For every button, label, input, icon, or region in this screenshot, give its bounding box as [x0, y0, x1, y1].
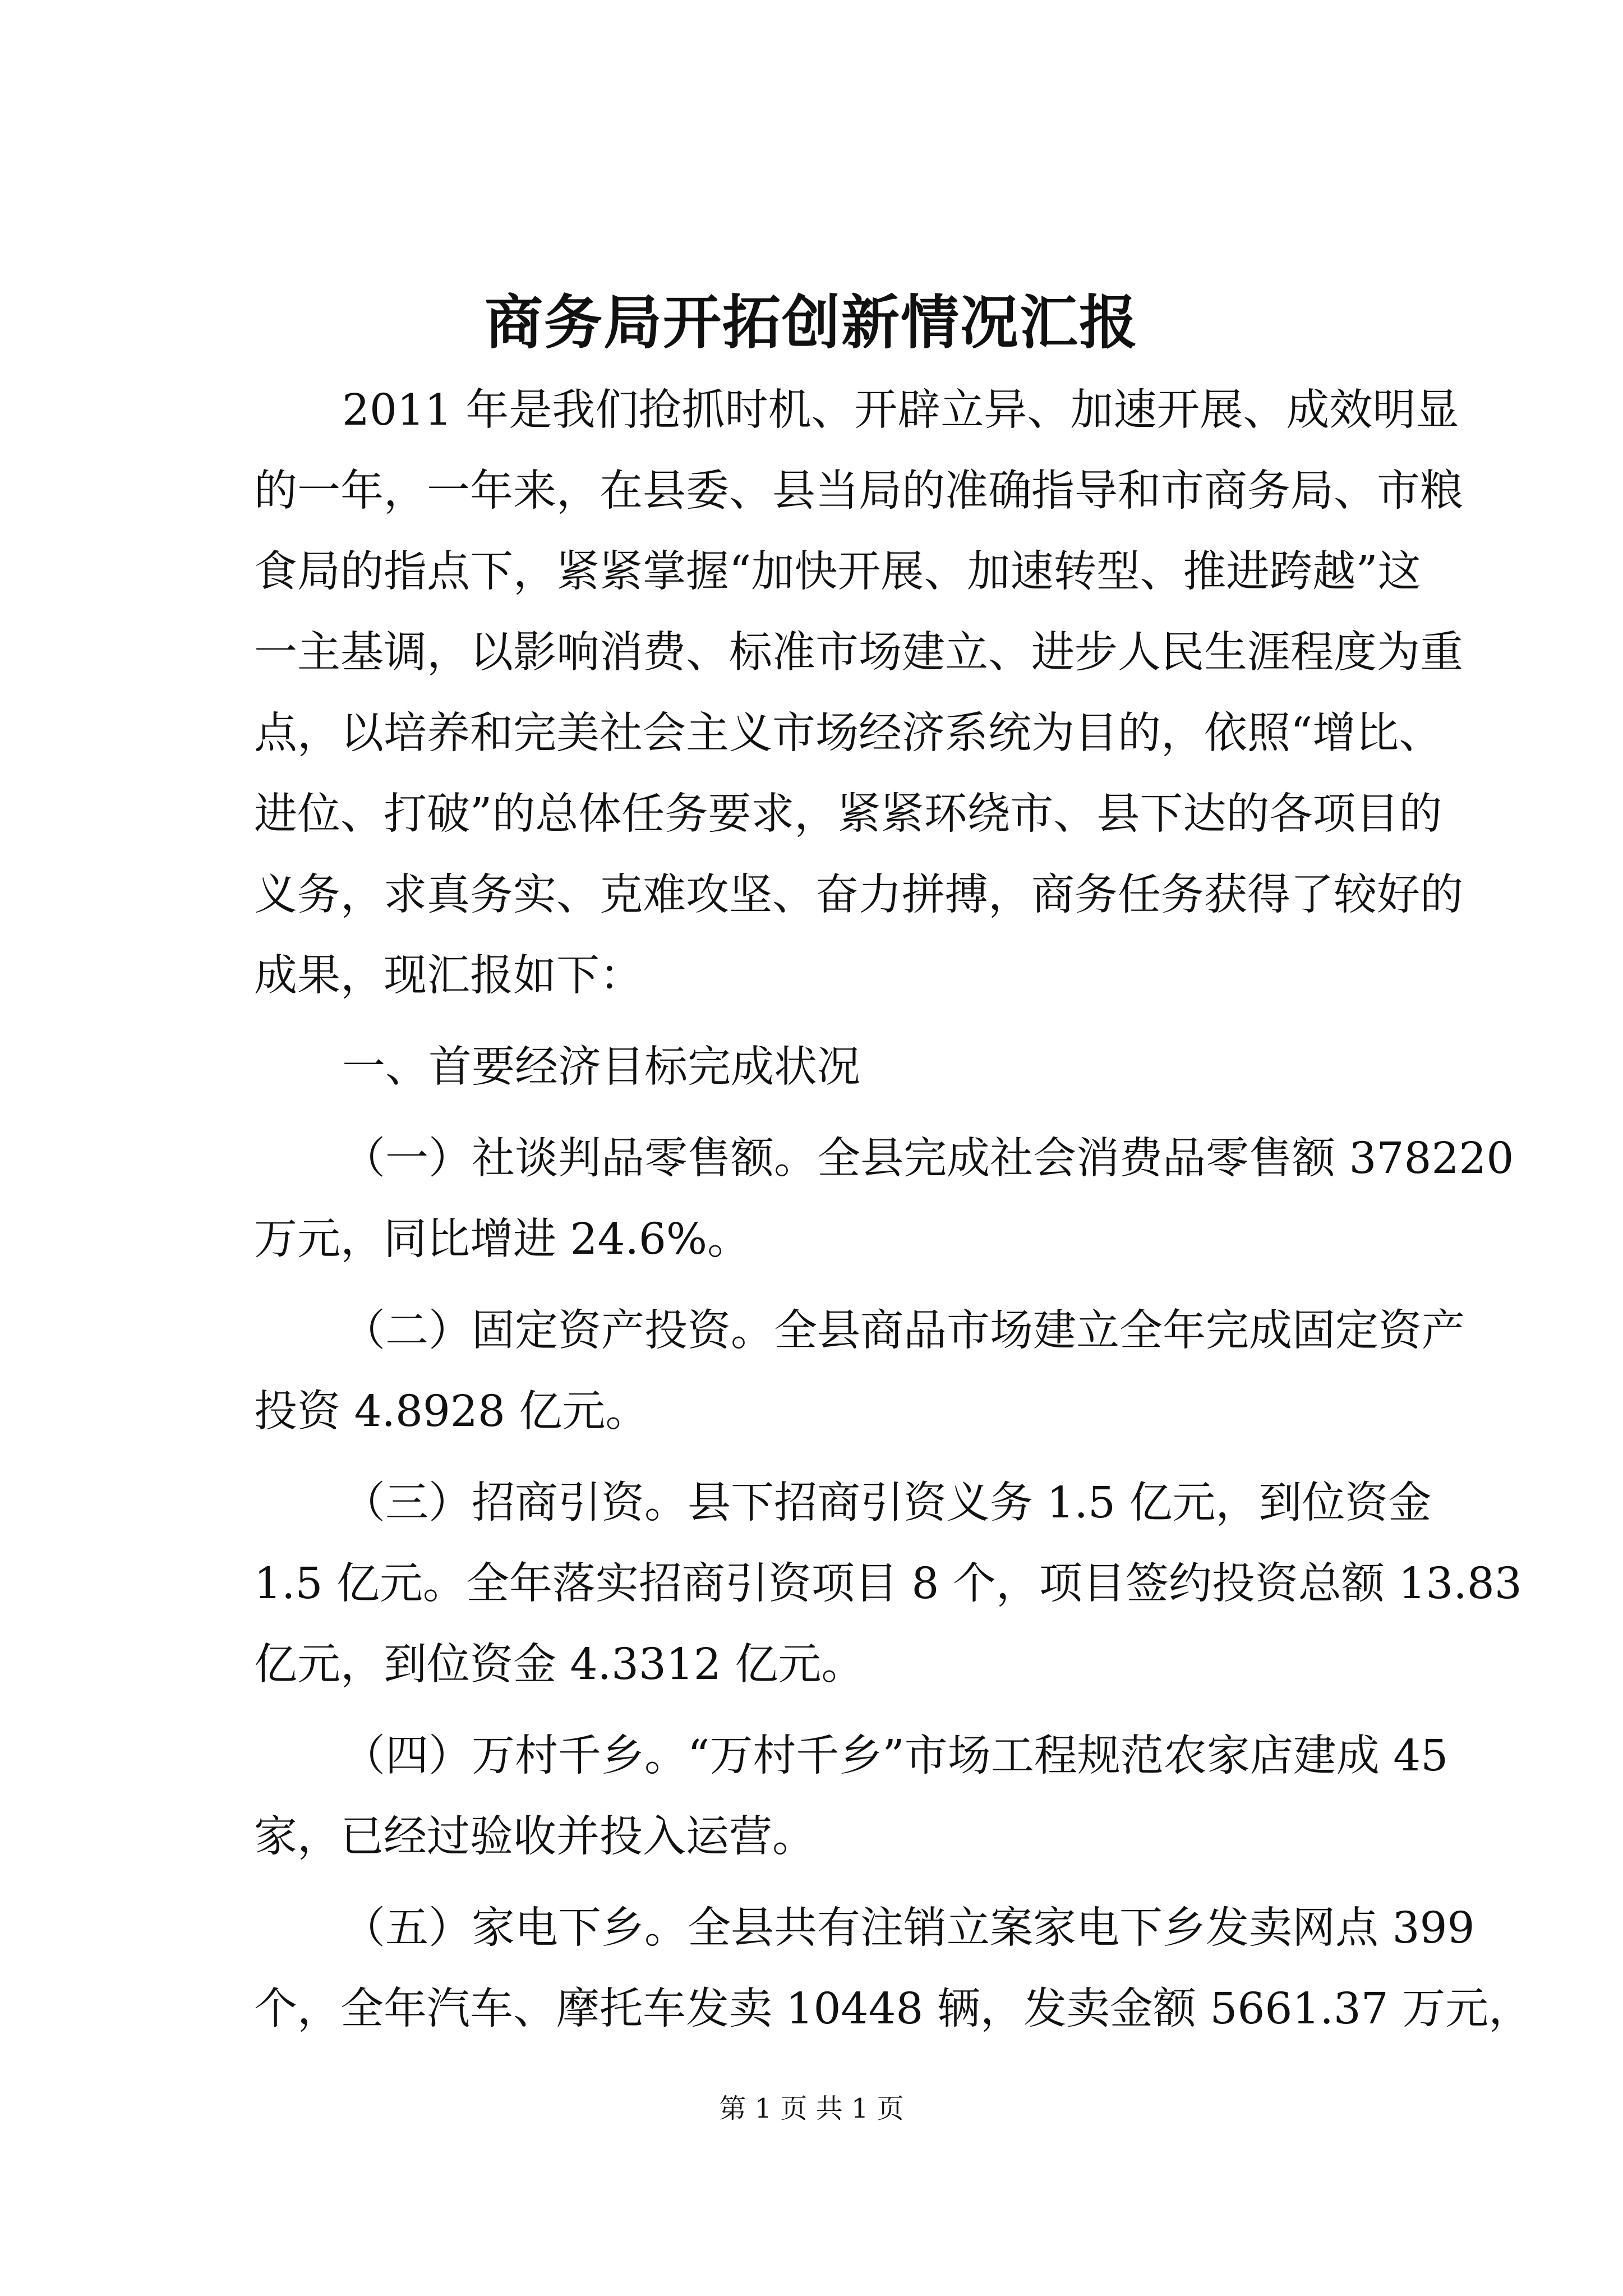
paragraph-item-3 — [254, 1463, 1522, 1705]
text-line: 义务，求真务实、克难攻坚、奋力拼搏，商务任务获得了较好的 — [254, 870, 1463, 920]
text-line: 食局的指点下，紧紧掌握“加快开展、加速转型、推进跨越”这 — [254, 547, 1421, 597]
text-line: 家，已经过验收并投入运营。 — [254, 1812, 815, 1862]
paragraph-gap — [254, 1016, 1412, 1027]
paragraph-item-1 — [254, 1119, 1514, 1280]
document-body — [254, 370, 1532, 2050]
paragraph-gap — [254, 1878, 1412, 1888]
text-line: 进位、打破”的总体任务要求，紧紧环绕市、县下达的各项目的 — [254, 789, 1442, 839]
text-line: 1.5 亿元。全年落实招商引资项目 8 个，项目签约投资总额 13.83 — [254, 1559, 1522, 1609]
document-title: 商务局开拓创新情况汇报 — [484, 288, 1138, 357]
paragraph-gap — [254, 1108, 1412, 1119]
text-line: （二）固定资产投资。全县商品市场建立全年完成固定资产 — [342, 1306, 1465, 1356]
text-line: （三）招商引资。县下招商引资义务 1.5 亿元，到位资金 — [342, 1478, 1432, 1528]
text-line: 2011 年是我们抢抓时机、开辟立异、加速开展、成效明显 — [342, 385, 1459, 435]
text-line: 个，全年汽车、摩托车发卖 10448 辆，发卖金额 5661.37 万元， — [254, 1984, 1532, 2034]
text-line: 投资 4.8928 亿元。 — [254, 1387, 649, 1437]
text-line: （一）社谈判品零售额。全县完成社会消费品零售额 378220 — [342, 1134, 1514, 1184]
page-number-footer: 第 1 页 共 1 页 — [719, 2093, 904, 2124]
paragraph-intro — [254, 370, 1463, 1016]
text-line: 的一年，一年来，在县委、县当局的准确指导和市商务局、市粮 — [254, 466, 1463, 516]
paragraph-gap — [254, 1280, 1412, 1291]
paragraph-item-5 — [254, 1888, 1532, 2050]
text-line: 亿元，到位资金 4.3312 亿元。 — [254, 1640, 865, 1690]
text-line: 万元，同比增进 24.6%。 — [254, 1214, 751, 1264]
paragraph-item-4 — [254, 1716, 1449, 1878]
text-line: 点，以培养和完美社会主义市场经济系统为目的，依照“增比、 — [254, 708, 1442, 758]
text-line: 成果，现汇报如下： — [254, 951, 643, 1001]
text-line: 一主基调，以影响消费、标准市场建立、进步人民生涯程度为重 — [254, 628, 1463, 678]
text-line: （五）家电下乡。全县共有注销立案家电下乡发卖网点 399 — [342, 1903, 1475, 1953]
paragraph-gap — [254, 1452, 1412, 1463]
text-line: （四）万村千乡。“万村千乡”市场工程规范农家店建成 45 — [342, 1731, 1449, 1781]
section-heading: 一、首要经济目标完成状况 — [342, 1042, 860, 1092]
paragraph-item-2 — [254, 1291, 1465, 1452]
paragraph-gap — [254, 1705, 1412, 1716]
